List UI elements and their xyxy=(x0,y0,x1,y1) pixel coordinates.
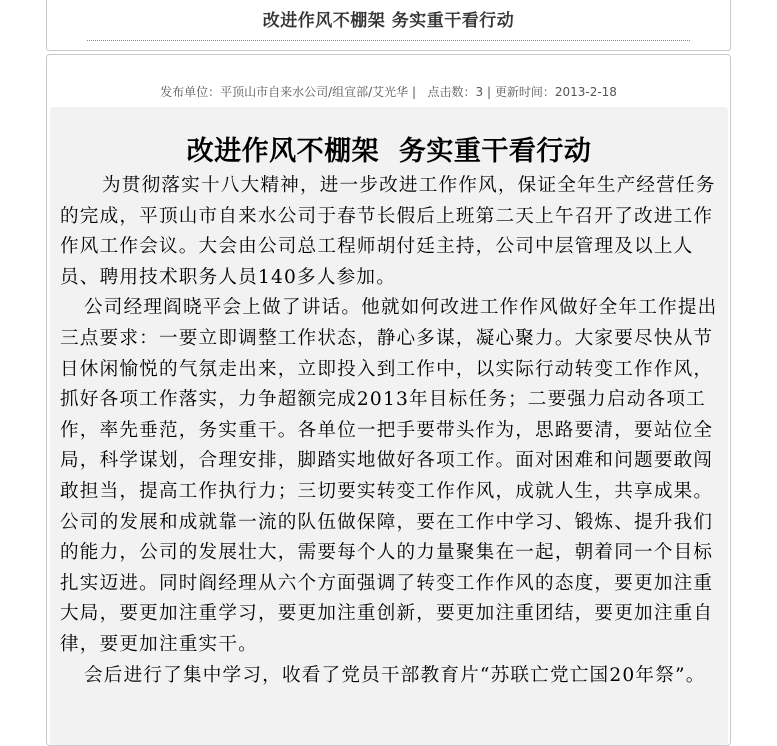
article-content xyxy=(50,107,728,745)
paragraph: 会后进行了集中学习，收看了党员干部教育片“苏联亡党亡国20年祭”。 xyxy=(84,664,706,686)
paragraph: 为贯彻落实十八大精神，进一步改进工作作风，保证全年生产经营任务的完成，平顶山市自来水公司于春节长假后上班第二天上午召开了改进工作作风工作会议。大会由公司总工程师胡付廷主持，公司中层管理及以上人员、聘用技术职务人员140多人参加。 xyxy=(60,175,716,288)
article-title: 改进作风不棚架 务实重干看行动 xyxy=(186,136,592,167)
updated-label: 更新时间： xyxy=(494,85,555,99)
updated-value: 2013-2-18 xyxy=(554,85,617,99)
dotted-divider xyxy=(87,40,690,41)
article-body xyxy=(60,171,722,691)
publisher-value: 平顶山市自来水公司/组宣部/艾光华 xyxy=(220,85,409,99)
header-title: 改进作风不棚架 务实重干看行动 xyxy=(262,11,515,31)
header-box xyxy=(46,0,731,51)
paragraph: 公司经理阎晓平会上做了讲话。他就如何改进工作作风做好全年工作提出三点要求：一要立即调整工作状态，静心多谋，凝心聚力。大家要尽快从节日休闲愉悦的气氛走出来，立即投入到工作中，以实际行动转变工作作风，抓好各项工作落实，力争超额完成2013年目标任务；二要强力启动各项工作，率先垂范，务实重干。各单位一把手要带头作为，思路要清，要站位全局，科学谋划，合理安排，脚踏实地做好各项工作。面对困难和问题要敢闯敢担当，提高工作执行力；三切要实转变工作作风，成就人生，共享成果。公司的发展和成就靠一流的队伍做保障，要在工作中学习、锻炼、提升我们的能力，公司的发展壮大，需要每个人的力量聚集在一起，朝着同一个目标扎实迈进。同时阎经理从六个方面强调了转变工作作风的态度，要更加注重大局，要更加注重学习，要更加注重创新，要更加注重团结，要更加注重自律，要更加注重实干。 xyxy=(60,297,718,655)
article-meta xyxy=(47,83,730,100)
publisher-label: 发布单位： xyxy=(160,85,221,99)
article-panel xyxy=(46,54,731,746)
clicks-value: 3 xyxy=(475,85,484,99)
clicks-label: 点击数： xyxy=(427,85,476,99)
meta-separator: | xyxy=(483,85,495,99)
meta-separator: | xyxy=(408,85,420,99)
